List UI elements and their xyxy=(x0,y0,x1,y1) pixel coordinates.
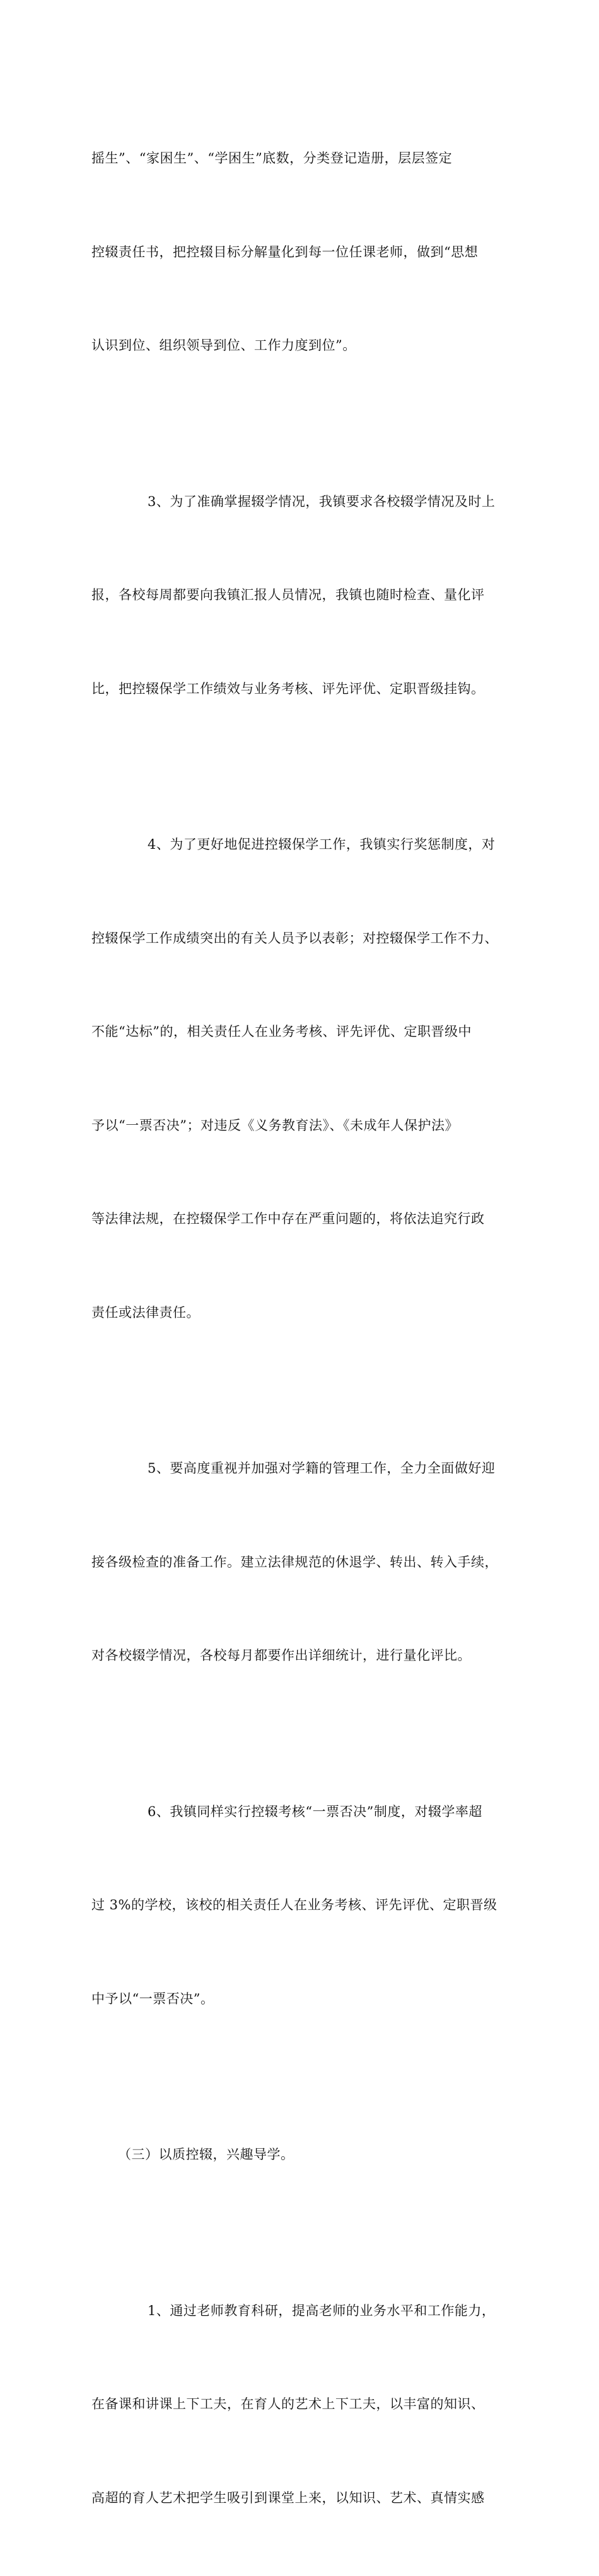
text-line: 责任或法律责任。 xyxy=(91,1297,520,1329)
text-line: 控辍保学工作成绩突出的有关人员予以表彰；对控辍保学工作不力、 xyxy=(91,923,520,955)
text-line: 予以“一票否决”；对违反《义务教育法》、《未成年人保护法》 xyxy=(91,1110,520,1142)
text-line: 1、通过老师教育科研，提高老师的业务水平和工作能力， xyxy=(91,2296,520,2327)
document-body xyxy=(91,81,520,2576)
text-line: 等法律法规，在控辍保学工作中存在严重问题的，将依法追究行政 xyxy=(91,1204,520,1235)
text-line: 中予以“一票否决”。 xyxy=(91,1984,520,2015)
paragraph-item-1 xyxy=(91,2233,520,2576)
paragraph-item-4 xyxy=(91,767,520,1391)
document-page xyxy=(0,0,599,847)
paragraph-item-3 xyxy=(91,424,520,768)
section-heading xyxy=(91,2077,520,2233)
text-line: 摇生”、“家困生”、“学困生”底数，分类登记造册，层层签定 xyxy=(91,143,520,175)
text-line: 4、为了更好地促进控辍保学工作，我镇实行奖惩制度，对 xyxy=(91,829,520,861)
text-line: 不能“达标”的，相关责任人在业务考核、评先评优、定职晋级中 xyxy=(91,1016,520,1048)
text-line: 高超的育人艺术把学生吸引到课堂上来，以知识、艺术、真情实感 xyxy=(91,2483,520,2514)
text-line: 接各级检查的准备工作。建立法律规范的休退学、转出、转入手续， xyxy=(91,1547,520,1578)
text-line: 6、我镇同样实行控辍考核“一票否决”制度，对辍学率超 xyxy=(91,1797,520,1828)
text-line: 对各校辍学情况，各校每月都要作出详细统计，进行量化评比。 xyxy=(91,1640,520,1672)
paragraph-continuation xyxy=(91,81,520,424)
text-line: 认识到位、组织领导到位、工作力度到位”。 xyxy=(91,330,520,362)
paragraph-item-6 xyxy=(91,1734,520,2078)
text-line: 比，把控辍保学工作绩效与业务考核、评先评优、定职晋级挂钩。 xyxy=(91,674,520,705)
text-line: 过 3%的学校，该校的相关责任人在业务考核、评先评优、定职晋级 xyxy=(91,1890,520,1921)
text-line: 报，各校每周都要向我镇汇报人员情况，我镇也随时检查、量化评 xyxy=(91,580,520,611)
paragraph-item-5 xyxy=(91,1391,520,1734)
text-line: 5、要高度重视并加强对学籍的管理工作，全力全面做好迎 xyxy=(91,1453,520,1485)
text-line: 控辍责任书，把控辍目标分解量化到每一位任课老师，做到“思想 xyxy=(91,237,520,268)
section-heading-text: （三）以质控辍，兴趣导学。 xyxy=(91,2139,520,2171)
text-line: 3、为了准确掌握辍学情况，我镇要求各校辍学情况及时上 xyxy=(91,486,520,518)
text-line: 在备课和讲课上下工夫，在育人的艺术上下工夫，以丰富的知识、 xyxy=(91,2389,520,2420)
